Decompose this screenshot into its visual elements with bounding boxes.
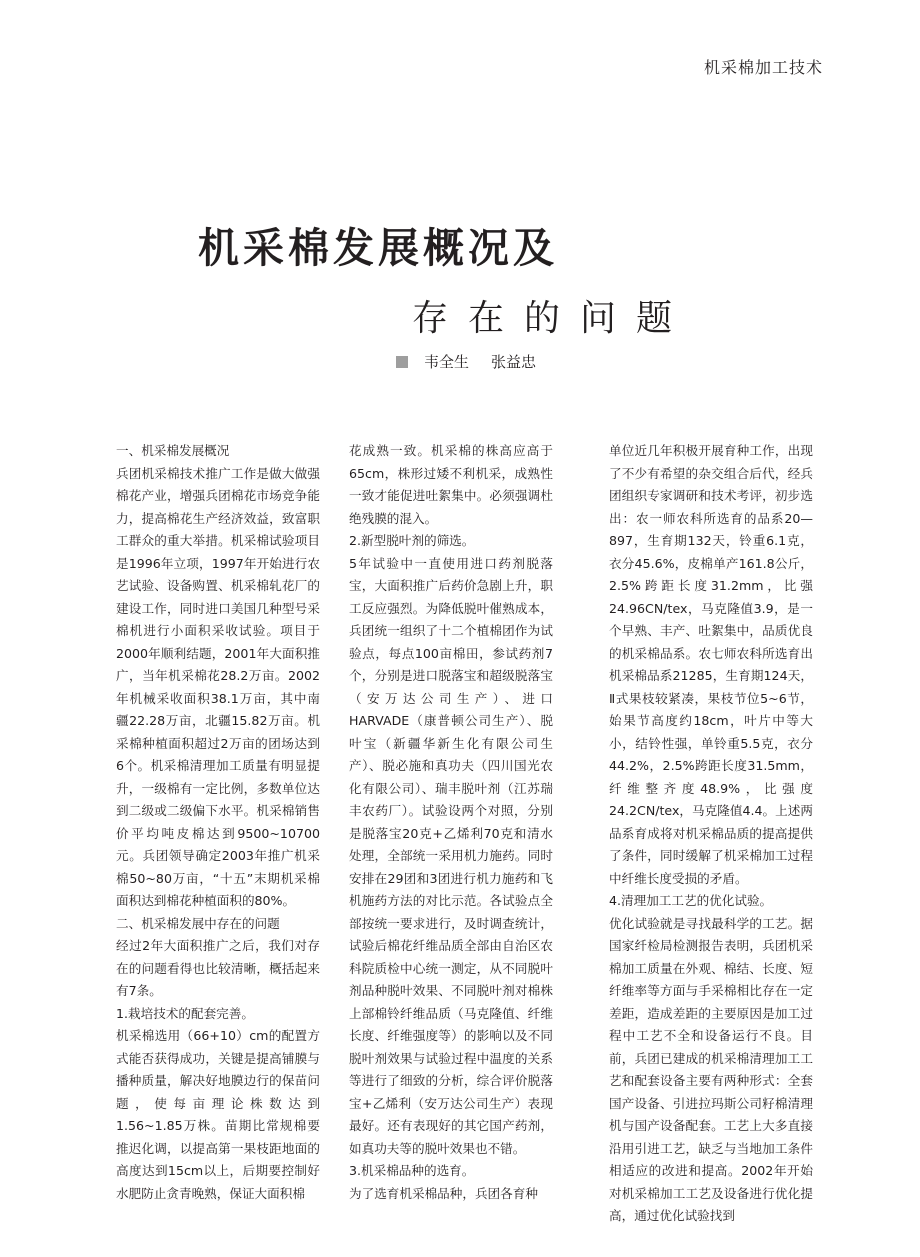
body-column-1: 一、机采棉发展概况 兵团机采棉技术推广工作是做大做强棉花产业，增强兵团棉花市场竞争能力，提高棉花生产经济效益，致富职工群众的重大举措。机采棉试验项目是1996年立项，1997年开始进行农艺试验、设备购置、机采棉轧花厂的建设工作，同时进口美国几种型号采棉机进行小面积采收试验。项目于2000年顺利结题，2001年大面积推广，当年机采棉花28.2万亩。2002年机械采收面积38.1万亩，其中南疆22.28万亩，北疆15.82万亩。机采棉种植面积超过2万亩的团场达到6个。机采棉清理加工质量有明显提升，一级棉有一定比例，多数单位达到二级或二级偏下水平。机采棉销售价平均吨皮棉达到9500~10700元。兵团领导确定2003年推广机采棉50~80万亩，“十五”末期机采棉面积达到棉花种植面积的80%。 二、机采棉发展中存在的问题 经过2年大面积推广之后，我们对存在的问题看得也比较清晰，概括起来有7条。 1.栽培技术的配套完善。 机采棉选用（66+10）cm的配置方式能否获得成功，关键是提高铺膜与播种质量，解决好地膜边行的保苗问题，使每亩理论株数达到1.56~1.85万株。苗期比常规棉要推迟化调，以提高第一果枝距地面的高度达到15cm以上，后期要控制好水肥防止贪青晚熟，保证大面积棉: [116, 443, 320, 1201]
body-column-3: 单位近几年积极开展育种工作，出现了不少有希望的杂交组合后代，经兵团组织专家调研和技术考评，初步选出：农一师农科所选育的品系20—897，生育期132天，铃重6.1克，衣分45.6%，皮棉单产161.8公斤，2.5%跨距长度31.2mm，比强24.96CN/tex，马克隆值3.9，是一个早熟、丰产、吐絮集中，品质优良的机采棉品系。农七师农科所选育出机采棉品系21285，生育期124天，Ⅱ式果枝较紧凑，果枝节位5~6节，始果节高度约18cm，叶片中等大小，结铃性强，单铃重5.5克，衣分44.2%，2.5%跨距长度31.5mm，纤维整齐度48.9%，比强度24.2CN/tex，马克隆值4.4。上述两品系育成将对机采棉品质的提高提供了条件，同时缓解了机采棉加工过程中纤维长度受损的矛盾。 4.清理加工工艺的优化试验。 优化试验就是寻找最科学的工艺。据国家纤检局检测报告表明，兵团机采棉加工质量在外观、棉结、长度、短纤维率等方面与手采棉相比存在一定差距，造成差距的主要原因是加工过程中工艺不全和设备运行不良。目前，兵团已建成的机采棉清理加工工艺和配套设备主要有两种形式：全套国产设备、引进拉玛斯公司籽棉清理机与国产设备配套。工艺上大多直接沿用引进工艺，缺乏与当地加工条件相适应的改进和提高。2002年开始对机采棉加工工艺及设备进行优化提高，通过优化试验找到: [609, 443, 813, 1223]
byline-square-icon: [396, 356, 408, 368]
author-name: 韦全生: [424, 353, 470, 371]
running-header: 机采棉加工技术: [703, 58, 823, 77]
byline: [396, 351, 536, 372]
body-column-2: 花成熟一致。机采棉的株高应高于65cm，株形过矮不利机采，成熟性一致才能促进吐絮集中。必须强调杜绝残膜的混入。 2.新型脱叶剂的筛选。 5年试验中一直使用进口药剂脱落宝，大面积推广后药价急剧上升，职工反应强烈。为降低脱叶催熟成本，兵团统一组织了十二个植棉团作为试验点，每点100亩棉田，参试药剂7个，分别是进口脱落宝和超级脱落宝（安万达公司生产）、进口HARVADE（康普顿公司生产）、脱叶宝（新疆华新生化有限公司生产）、脱必施和真功夫（四川国光农化有限公司）、瑞丰脱叶剂（江苏瑞丰农药厂）。试验设两个对照，分别是脱落宝20克+乙烯利70克和清水处理，全部统一采用机力施药。同时安排在29团和3团进行机力施药和飞机施药方法的对比示范。各试验点全部按统一要求进行，及时调查统计，试验后棉花纤维品质全部由自治区农科院质检中心统一测定，从不同脱叶剂品种脱叶效果、不同脱叶剂对棉株上部棉铃纤维品质（马克隆值、纤维长度、纤维强度等）的影响以及不同脱叶剂效果与试验过程中温度的关系等进行了细致的分析，综合评价脱落宝+乙烯利（安万达公司生产）表现最好。还有表现好的其它国产药剂，如真功夫等的脱叶效果也不错。 3.机采棉品种的选育。 为了选育机采棉品种，兵团各育种: [349, 443, 553, 1201]
author-name: 张益忠: [491, 353, 537, 371]
article-title: 机采棉发展概况及: [198, 224, 558, 272]
article-subtitle: 存在的问题: [412, 298, 693, 339]
